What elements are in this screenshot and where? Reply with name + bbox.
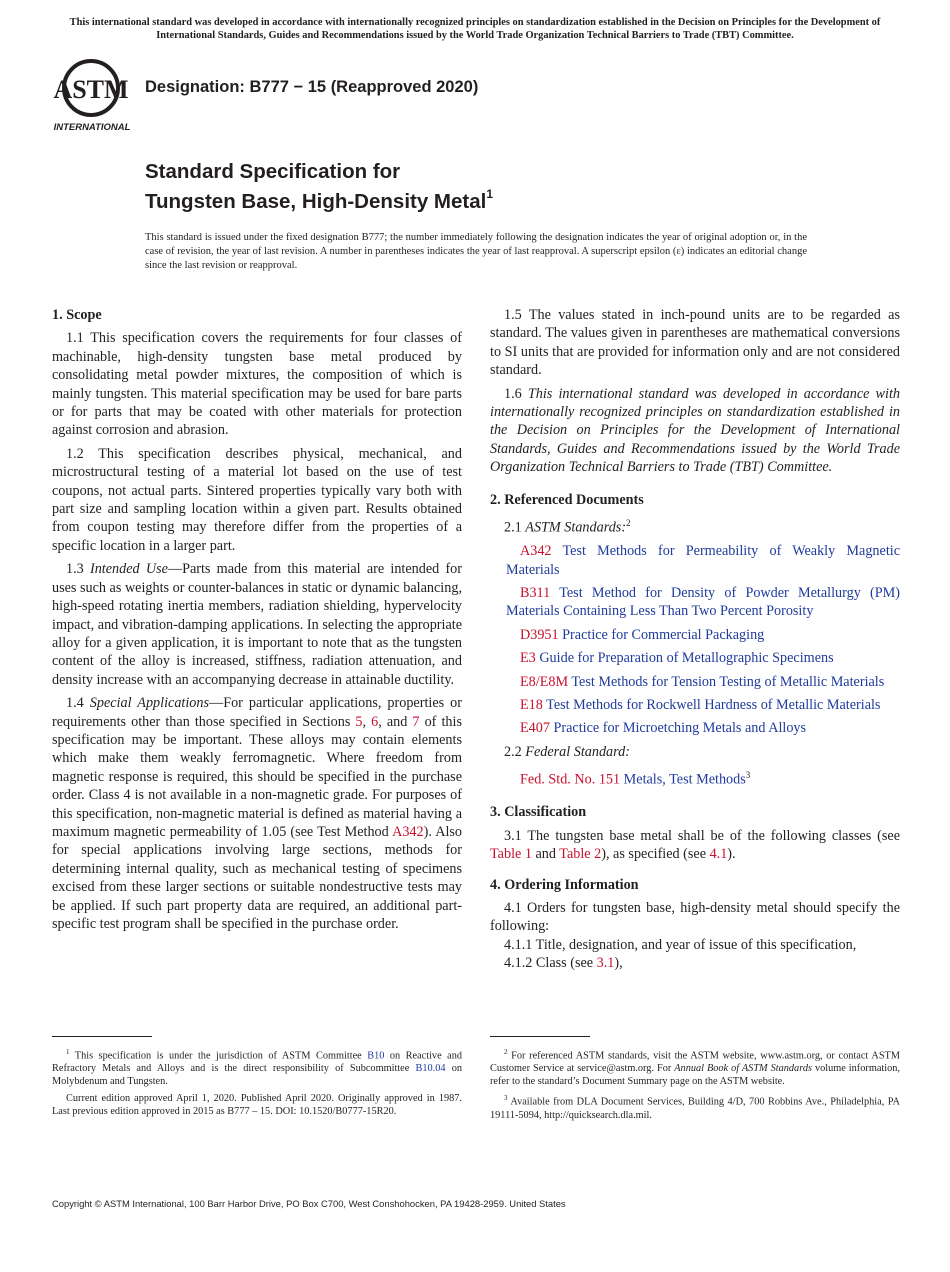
footnote-text: on Molybdenum and Tungsten. bbox=[52, 1063, 463, 1088]
footnotes-left bbox=[52, 1046, 462, 1122]
reference-title[interactable]: Test Method for Density of Powder Metallurgy (PM) Materials Containing Less Than Two Percent Porosity bbox=[506, 585, 900, 620]
paragraph-4-1: 4.1 Orders for tungsten base, high-density metal should specify the following: bbox=[490, 900, 900, 935]
reference-item[interactable] bbox=[490, 696, 900, 714]
title-footnote-mark: 1 bbox=[486, 187, 494, 201]
footnote-divider bbox=[490, 1036, 590, 1037]
paragraph-3-1 bbox=[490, 827, 900, 864]
top-note: This international standard was developed in accordance with internationally recognized principles on standardization established in the Decision on Principles for the Development of International Standards, Guides and Recommendations issued by the World Trade Organization Technical Barriers to Trade (TBT) Committee. bbox=[69, 17, 881, 41]
reference-code[interactable]: A342 bbox=[520, 543, 552, 560]
annual-book-title: Annual Book of ASTM Standards bbox=[674, 1063, 812, 1075]
reference-code[interactable]: E407 bbox=[520, 720, 550, 737]
footnote-divider bbox=[52, 1036, 152, 1037]
reference-code[interactable]: E3 bbox=[520, 650, 536, 667]
reference-code[interactable]: E8/E8M bbox=[520, 673, 569, 690]
section-heading-referenced: 2. Referenced Documents bbox=[490, 491, 644, 508]
b10-04-link[interactable]: B10.04 bbox=[415, 1063, 446, 1075]
logo-letters: ASTM bbox=[53, 75, 129, 104]
reference-list bbox=[490, 542, 900, 738]
section-7-link[interactable]: 7 bbox=[412, 713, 420, 730]
footnote-1 bbox=[52, 1046, 462, 1088]
paragraph-1-2: 1.2 This specification describes physical, mechanical, and microstructural testing of a material lot based on the use of test coupons, not actual parts. Sintered properties typically vary both with part size and sampling location within a given part. Results obtained from coupon testing may therefore differ from the properties of a specific location in a larger part. bbox=[52, 445, 462, 554]
paragraph-text: ), as specified (see bbox=[601, 846, 710, 863]
reference-item[interactable] bbox=[490, 626, 900, 644]
reference-title[interactable]: Test Methods for Tension Testing of Metallic Materials bbox=[571, 673, 885, 690]
edition-note: Current edition approved April 1, 2020. Published April 2020. Originally approved in 1987. Last previous edition approved in 2015 as B777 – 15. DOI: 10.1520/B0777-15R20. bbox=[52, 1093, 462, 1118]
footnote-text: For referenced ASTM standards, visit the ASTM website, www.astm.org, or contact ASTM Customer Service at service@astm.org. For bbox=[490, 1050, 900, 1075]
reference-code[interactable]: B311 bbox=[520, 585, 551, 602]
reference-item[interactable] bbox=[490, 584, 900, 621]
footnote-2 bbox=[490, 1046, 900, 1088]
paragraph-4-1-2 bbox=[490, 954, 900, 972]
paragraph-4-1-1: 4.1.1 Title, designation, and year of issue of this specification, bbox=[504, 936, 857, 953]
footnote-mark: 3 bbox=[504, 1094, 508, 1103]
reference-item[interactable] bbox=[490, 673, 900, 691]
table-2-link[interactable]: Table 2 bbox=[559, 846, 602, 863]
paragraph-text: of this specification may be important. These alloys may contain elements which make them weakly ferromagnetic. Where freedom from magnetic response is required, this should be specified in the purchase order. Class 4 is not available in a non-magnetic grade. For purposes of this specification, non-magnetic material is defined as material having a maximum magnetic permeability of 1.05 (see Test Method bbox=[52, 713, 462, 840]
footnote-text: Available from DLA Document Services, Building 4/D, 700 Robbins Ave., Philadelphia, PA 19111-5094, http://quicksearch.dla.mil. bbox=[490, 1096, 900, 1121]
federal-reference[interactable] bbox=[490, 766, 900, 789]
reference-title[interactable]: Guide for Preparation of Metallographic Specimens bbox=[539, 650, 834, 667]
paragraph-1-5: 1.5 The values stated in inch-pound units are to be regarded as standard. The values given in parentheses are mathematical conversions to SI units that are provided for information only and are not considered standard. bbox=[490, 307, 900, 379]
section-5-link[interactable]: 5 bbox=[355, 713, 363, 730]
paragraph-text: 4.1.2 Class (see bbox=[504, 955, 597, 972]
astm-logo bbox=[53, 58, 135, 134]
copyright-footer: Copyright © ASTM International, 100 Barr Harbor Drive, PO Box C700, West Conshohocken, PA 19428-2959. United States bbox=[52, 1198, 566, 1209]
paragraph-text: ). Also for special applications involving large sections, methods for determining internal quality, such as mechanical testing of specimens excised from these larger sections or suitable nondestructive tests may be applied. If such part property data are required, an additional part-specific test program shall be specified in the purchase order. bbox=[52, 823, 463, 932]
separator: , bbox=[662, 772, 670, 788]
footnote-mark: 3 bbox=[745, 770, 751, 781]
section-heading-scope: 1. Scope bbox=[52, 307, 102, 323]
paragraph-text: 3.1 The tungsten base metal shall be of the following classes (see bbox=[504, 827, 900, 844]
paragraph-number: 2.2 bbox=[504, 743, 522, 760]
fed-std-link[interactable]: Fed. Std. No. 151 bbox=[520, 772, 621, 788]
paragraph-text: , and bbox=[378, 713, 413, 730]
paragraph-text: ), bbox=[614, 955, 623, 972]
footnote-mark: 2 bbox=[504, 1048, 508, 1056]
paragraph-text: —For particular applications, properties or requirements other than those specified in Sections bbox=[52, 695, 462, 730]
section-heading-classification: 3. Classification bbox=[490, 804, 587, 821]
section-3-1-link[interactable]: 3.1 bbox=[596, 955, 615, 972]
paragraph-1-6 bbox=[490, 385, 900, 477]
paragraph-number: 2.1 bbox=[504, 519, 522, 536]
footnote-3 bbox=[490, 1092, 900, 1121]
reference-code[interactable]: E18 bbox=[520, 697, 543, 714]
astm-standards-title: ASTM Standards: bbox=[525, 519, 627, 536]
left-column bbox=[52, 306, 462, 938]
a342-link[interactable]: A342 bbox=[392, 823, 424, 840]
paragraph-1-1: 1.1 This specification covers the requirements for four classes of machinable, high-density tungsten base metal produced by consolidating metal powder mixtures, the composition of which is mainly tungsten. This material specification may be used for bare parts or for parts that may be coated with other materials for protection against corrosion and abrasion. bbox=[52, 330, 462, 439]
footnote-text: volume information, refer to the standard’s Document Summary page on the ASTM website. bbox=[490, 1063, 900, 1088]
b10-link[interactable]: B10 bbox=[367, 1050, 385, 1062]
paragraph-1-3 bbox=[52, 560, 462, 689]
paragraph-text: This international standard was developed in accordance with internationally recognized principles on standardization established in the Decision on Principles for the Development of International Standards, Guides and Recommendations issued by the World Trade Organization Technical Barriers to Trade (TBT) Committee. bbox=[490, 385, 900, 476]
section-heading-ordering: 4. Ordering Information bbox=[490, 876, 639, 893]
page-title bbox=[145, 160, 493, 214]
table-1-link[interactable]: Table 1 bbox=[490, 846, 532, 863]
footnote-text: on Reactive and Refractory Metals and Alloys and is the direct responsibility of Subcommittee bbox=[52, 1050, 462, 1075]
federal-standard-title: Federal Standard: bbox=[525, 743, 630, 760]
paragraph-number: 1.6 bbox=[504, 385, 522, 402]
title-line-2: Tungsten Base, High-Density Metal bbox=[145, 189, 487, 213]
paragraph-text: , bbox=[362, 713, 372, 730]
designation: Designation: B777 − 15 (Reapproved 2020) bbox=[145, 78, 479, 96]
logo-subtitle: INTERNATIONAL bbox=[53, 122, 131, 133]
metals-link[interactable]: Metals bbox=[623, 772, 663, 788]
reference-item[interactable] bbox=[490, 649, 900, 667]
paragraph-text: and bbox=[531, 846, 560, 863]
paragraph-number: 1.4 bbox=[66, 695, 84, 712]
reference-title[interactable]: Practice for Commercial Packaging bbox=[562, 626, 765, 643]
test-methods-link[interactable]: Test Methods bbox=[669, 772, 746, 788]
federal-standard-label bbox=[490, 743, 900, 761]
issue-statement: This standard is issued under the fixed designation B777; the number immediately following the designation indicates the year of original adoption or, in the case of revision, the year of last revision. A number in parentheses indicates the year of last reapproval. A superscript epsilon (ε) indicates an editorial change since the last revision or reapproval. bbox=[145, 232, 807, 271]
paragraph-number: 1.3 bbox=[66, 561, 84, 578]
reference-title[interactable]: Test Methods for Permeability of Weakly Magnetic Materials bbox=[506, 543, 901, 578]
special-applications-label: Special Applications bbox=[89, 695, 210, 712]
footnote-mark: 1 bbox=[66, 1048, 70, 1056]
reference-code[interactable]: D3951 bbox=[520, 626, 559, 643]
footnotes-right bbox=[490, 1046, 900, 1126]
title-line-1: Standard Specification for bbox=[145, 160, 401, 183]
paragraph-text: —Parts made from this material are intended for uses such as weights or counter-balances in static or dynamic balancing, high-speed rotating inertia members, radiation shielding, hypervelocity impact, and vibration-damping applications. In selecting the appropriate alloy for a given application, it is important to note that as the tungsten content of the alloy is increased, stiffness, radiation attenuation, and density increase with an accompanying decrease in attainable ductility. bbox=[52, 561, 462, 688]
intended-use-label: Intended Use bbox=[89, 561, 168, 578]
paragraph-1-4 bbox=[52, 694, 462, 933]
footnote-text: This specification is under the jurisdiction of ASTM Committee bbox=[69, 1050, 368, 1062]
astm-standards-label bbox=[490, 514, 900, 537]
paragraph-text: ). bbox=[727, 846, 736, 863]
reference-title[interactable]: Test Methods for Rockwell Hardness of Metallic Materials bbox=[546, 697, 881, 714]
footnote-mark: 2 bbox=[626, 518, 631, 529]
section-6-link[interactable]: 6 bbox=[371, 713, 379, 730]
reference-title[interactable]: Practice for Microetching Metals and Alloys bbox=[553, 720, 807, 737]
reference-item[interactable] bbox=[490, 542, 900, 579]
section-4-1-link[interactable]: 4.1 bbox=[709, 846, 728, 863]
reference-item[interactable] bbox=[490, 719, 900, 737]
right-column bbox=[490, 306, 900, 973]
